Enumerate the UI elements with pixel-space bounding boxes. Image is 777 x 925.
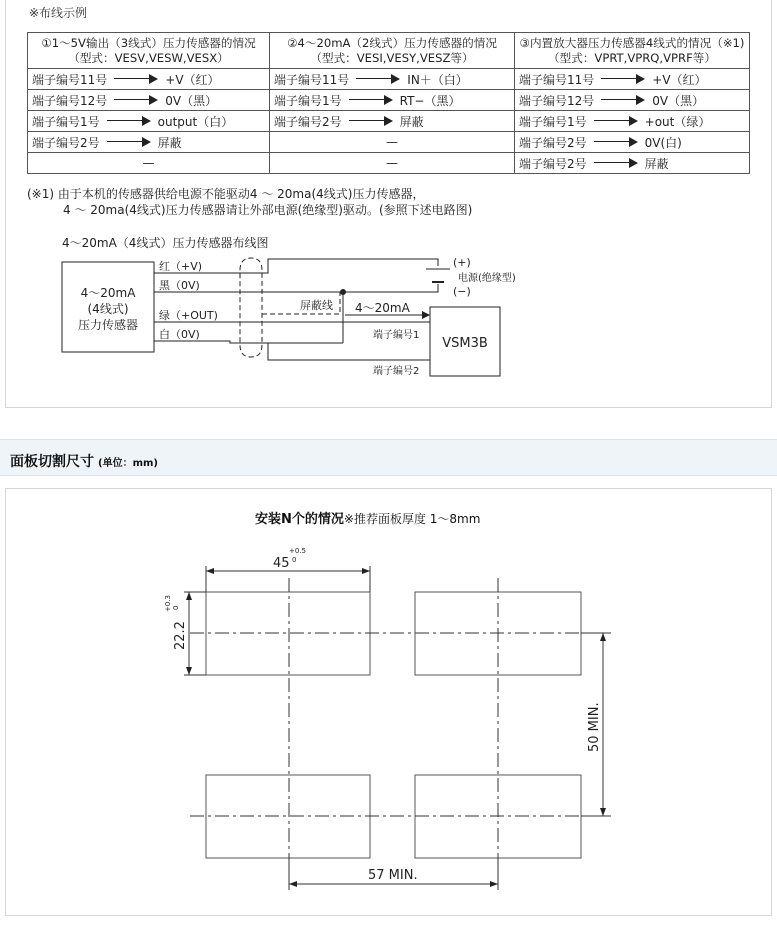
device-label: VSM3B — [442, 336, 488, 351]
wire-green-label: 绿（+OUT) — [159, 309, 218, 322]
terminal-number: 端子编号2号 — [519, 135, 587, 150]
terminal-number: 端子编号2号 — [274, 114, 342, 129]
current-label: 4～20mA — [355, 301, 410, 315]
terminal-number: 端子编号12号 — [32, 93, 108, 108]
dim-width-tol-minus: 0 — [292, 556, 297, 564]
terminal-number: 端子编号1号 — [274, 93, 342, 108]
terminal-number: 端子编号11号 — [274, 72, 350, 87]
signal-name: 0V(白) — [644, 135, 682, 150]
dim-width-tol-plus: +0.5 — [289, 547, 306, 555]
wire-red-label: 红（+V) — [159, 260, 203, 273]
header-4wire: ③内置放大器压力传感器4线式的情况（※1) （型式：VPRT,VPRQ,VPRF等） — [515, 33, 750, 69]
unit-label: (单位：mm) — [98, 458, 158, 469]
signal-name: 屏蔽 — [644, 156, 669, 171]
dim-horizontal-pitch-label: 57 MIN. — [368, 868, 418, 883]
footnote-line-2: 4 ～ 20ma(4线式)压力传感器请让外部电源(绝缘型)驱动。(参照下述电路图) — [63, 203, 473, 217]
terminal-number: 端子编号2号 — [519, 156, 587, 171]
dim-vertical-pitch-label: 50 MIN. — [587, 702, 602, 752]
terminal-number: 端子编号1号 — [32, 114, 100, 129]
signal-name: output（白） — [157, 114, 234, 129]
header-2wire: ②4～20mA（2线式）压力传感器的情况 （型式：VESI,VESY,VESZ等） — [270, 33, 515, 69]
signal-name: +V（红） — [165, 72, 220, 87]
sensor-label-2: (4线式) — [87, 302, 129, 316]
sensor-label-3: 压力传感器 — [77, 318, 139, 332]
panel-cut-subtitle: ※推荐面板厚度 1～8mm — [343, 512, 481, 526]
header-3wire: ①1～5V输出（3线式）压力传感器的情况 （型式：VESV,VESW,VESX） — [28, 33, 270, 69]
terminal-number: 端子编号1号 — [519, 114, 587, 129]
dim-width-label: 45 — [273, 556, 290, 571]
section-title: 面板切割尺寸 (单位：mm) — [10, 454, 158, 470]
signal-name: 0V（黑） — [652, 93, 705, 108]
terminal-number: 端子编号11号 — [32, 72, 108, 87]
dim-height-tol-minus: 0 — [172, 605, 180, 610]
plus-label: (+) — [453, 256, 471, 269]
signal-name: 屏蔽 — [399, 114, 424, 129]
diagram-title: 4～20mA（4线式）压力传感器布线图 — [62, 236, 269, 250]
terminal-number: 端子编号12号 — [519, 93, 595, 108]
footnote-line-1: (※1) 由于本机的传感器供给电源不能驱动4 ～ 20ma(4线式)压力传感器， — [27, 187, 425, 201]
terminal-2-label: 端子编号2 — [373, 366, 420, 377]
wiring-cell: — — [270, 132, 515, 153]
signal-name: IN＋（白） — [407, 72, 468, 87]
terminal-number: 端子编号2号 — [32, 135, 100, 150]
minus-label: (−) — [453, 285, 471, 298]
shield-label: 屏蔽线 — [300, 299, 333, 312]
dim-height-tol-plus: +0.3 — [164, 595, 172, 612]
panel-cut-title: 安装N个的情况※推荐面板厚度 1～8mm — [255, 512, 481, 527]
wire-black-label: 黑（0V) — [159, 279, 200, 292]
signal-name: 屏蔽 — [157, 135, 182, 150]
signal-name: RT−（黑） — [399, 93, 461, 108]
signal-name: 0V（黑） — [165, 93, 218, 108]
wiring-title: ※布线示例 — [29, 6, 88, 20]
wire-white-label: 白（0V) — [159, 328, 200, 341]
terminal-1-label: 端子编号1 — [373, 330, 420, 341]
wiring-cell: — — [270, 153, 515, 174]
sensor-label-1: 4～20mA — [80, 286, 136, 300]
terminal-number: 端子编号11号 — [519, 72, 595, 87]
signal-name: +out（绿） — [644, 114, 711, 129]
wiring-cell: — — [28, 153, 270, 174]
power-label: 电源(绝缘型) — [458, 273, 516, 284]
signal-name: +V（红） — [652, 72, 707, 87]
dim-height-label: 22.2 — [173, 621, 188, 650]
